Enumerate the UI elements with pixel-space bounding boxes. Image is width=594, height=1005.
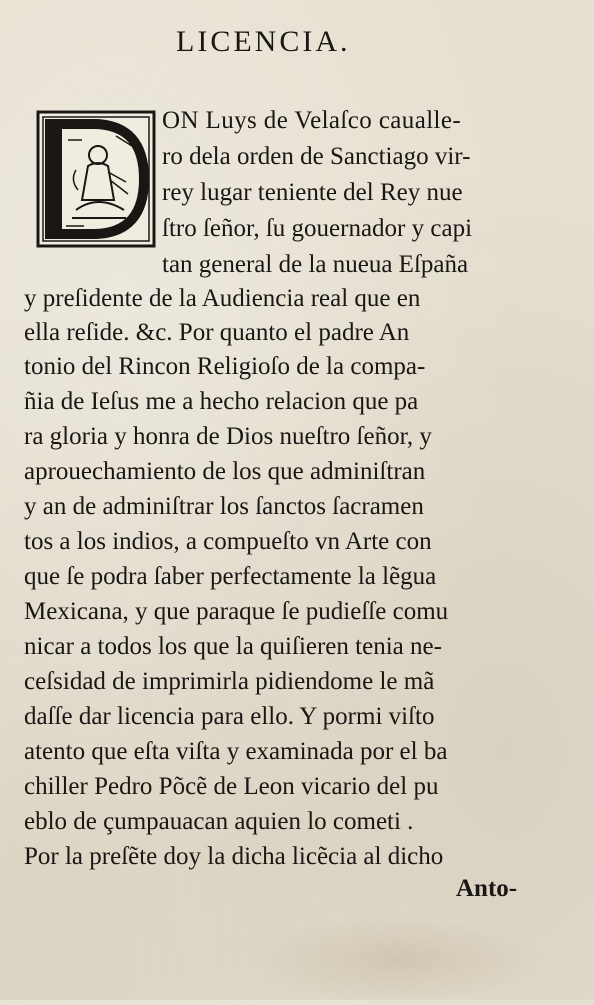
text-line: ella reſide. &c. Por quanto el padre An [24,319,410,346]
text-line: ro dela orden de Sanctiago vir- [162,143,471,170]
text-line: y preſidente de la Audiencia real que en [24,285,421,312]
text-line: ceſsidad de imprimirla pidiendome le mã [24,668,435,695]
text-line: Por la preſẽte doy la dicha licẽcia al dicho [24,843,444,870]
text-line: rey lugar teniente del Rey nue [162,179,463,206]
decorated-initial-d [36,110,156,248]
text-line: nicar a todos los que la quiſieren tenia ne- [24,633,442,660]
text-line: que ſe podra ſaber perfectamente la lẽgua [24,563,437,590]
text-line: tonio del Rincon Religioſo de la compa- [24,353,426,380]
text-line: aprouechamiento de los que adminiſtran [24,458,426,485]
text-line: chiller Pedro Põcẽ de Leon vicario del pu [24,773,439,800]
text-line: ñia de Ieſus me a hecho relacion que pa [24,388,419,415]
text-line: tos a los indios, a compueſto vn Arte con [24,528,432,555]
text-line: tan general de la nueua Eſpaña [162,251,469,278]
catchword: Anto- [456,875,518,902]
text-line: ra gloria y honra de Dios nueſtro ſeñor, y [24,423,432,450]
text-line: y an de adminiſtrar los ſanctos ſacramen [24,493,424,520]
paper-stain [250,915,550,1005]
text-line: Mexicana, y que paraque ſe pudieſſe comu [24,598,449,625]
text-line: eblo de çumpauacan aquien lo cometi . [24,808,414,835]
text-line: ſtro ſeñor, ſu gouernador y capi [162,215,473,242]
text-line: ON Luys de Velaſco caualle- [162,107,462,134]
text-line: atento que eſta viſta y examinada por el ba [24,738,448,765]
page-heading: LICENCIA. [176,25,351,58]
text-line: daſſe dar licencia para ello. Y pormi viſto [24,703,435,730]
